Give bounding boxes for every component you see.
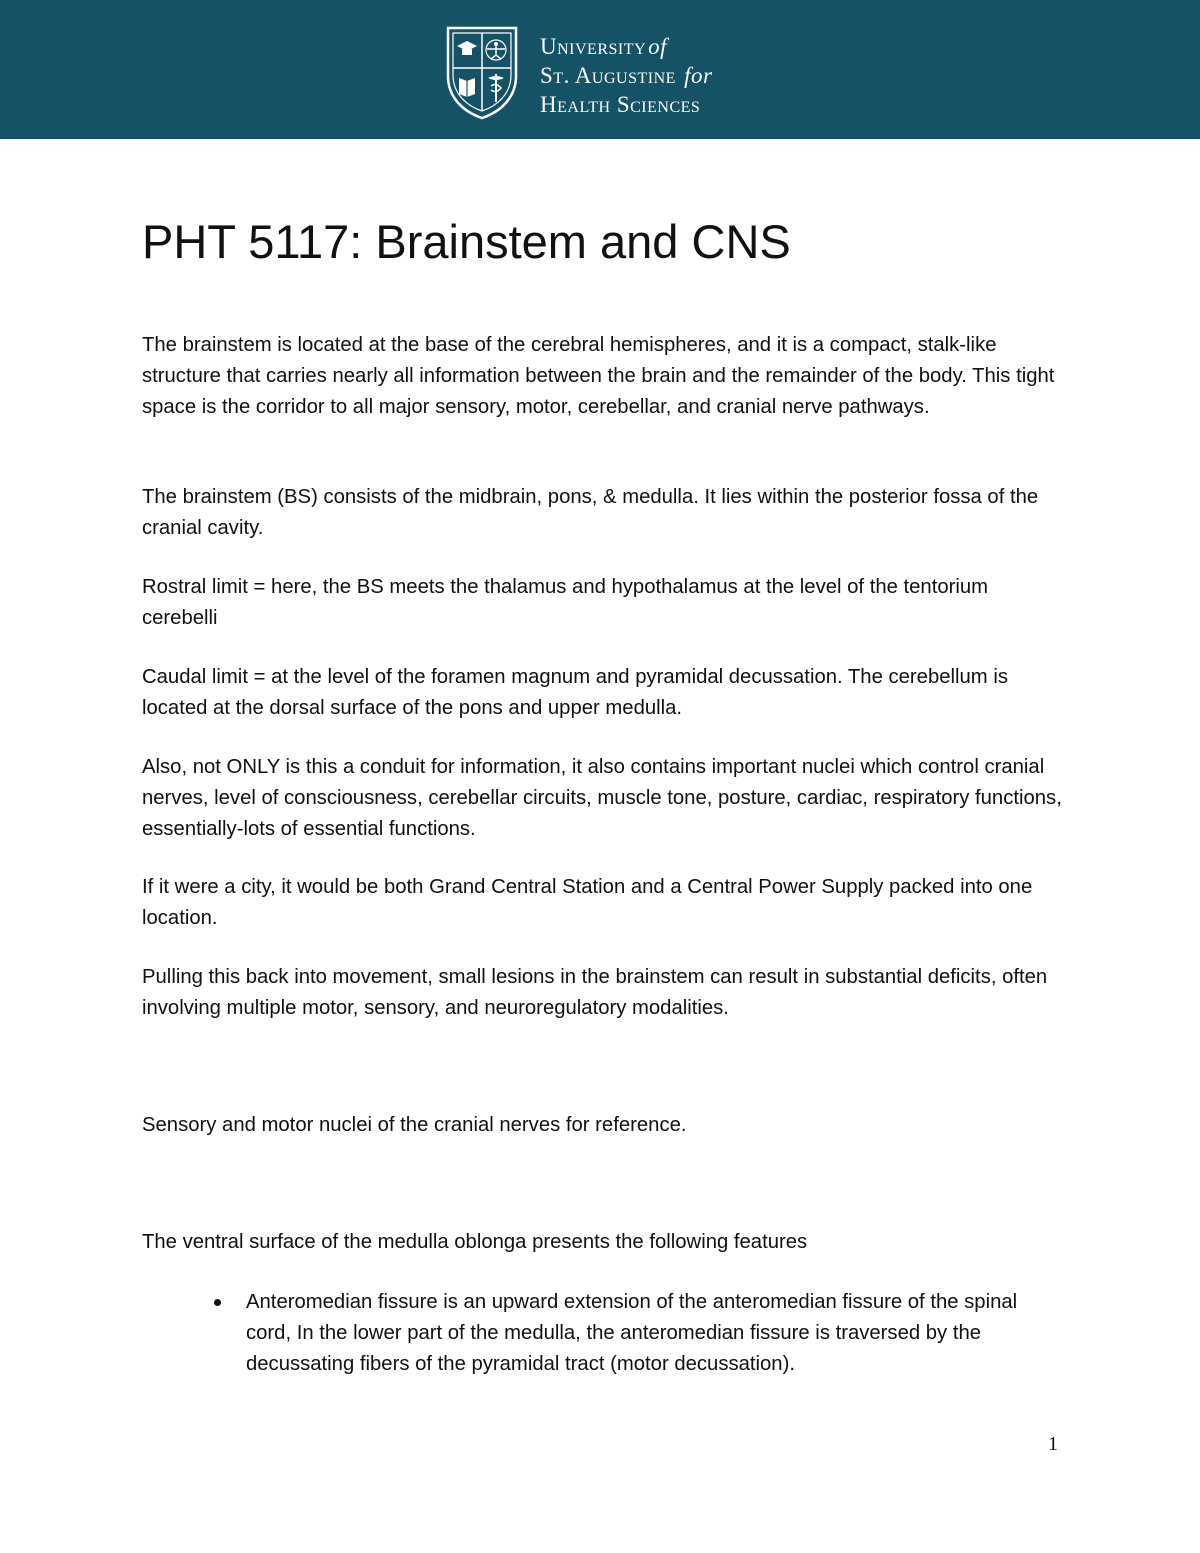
feature-list bbox=[142, 1287, 1062, 1380]
page-number: 1 bbox=[1048, 1433, 1058, 1455]
logo-line-health-sciences: Health Sciences bbox=[540, 92, 701, 117]
header-band bbox=[0, 0, 1200, 139]
paragraph-nuclei: Also, not ONLY is this a conduit for information, it also contains important nuclei which control cranial nerves, level of consciousness, cerebellar circuits, muscle tone, posture, cardiac, respiratory functions, essentially-lots of essential functions. bbox=[142, 756, 1062, 840]
paragraph-intro: The brainstem is located at the base of the cerebral hemispheres, and it is a compact, stalk-like structure that carries nearly all information between the brain and the remainder of the body. This tight space is the corridor to all major sensory, motor, cerebellar, and cranial nerve pathways. bbox=[142, 334, 1055, 418]
paragraph-rostral-limit: Rostral limit = here, the BS meets the thalamus and hypothalamus at the level of the tentorium cerebelli bbox=[142, 576, 989, 629]
paragraph-lesions: Pulling this back into movement, small lesions in the brainstem can result in substantial deficits, often involving multiple motor, sensory, and neuroregulatory modalities. bbox=[142, 966, 1048, 1019]
bullet-icon bbox=[214, 1299, 221, 1306]
university-crest-icon bbox=[444, 24, 520, 120]
logo-line-st-augustine: St. Augustine bbox=[540, 63, 676, 88]
list-item bbox=[142, 1287, 1046, 1380]
university-logo bbox=[444, 24, 774, 124]
document-body bbox=[142, 212, 1062, 1375]
paragraph-city-analogy: If it were a city, it would be both Grand Central Station and a Central Power Supply packed into one location. bbox=[142, 876, 1033, 929]
paragraph-brainstem-parts: The brainstem (BS) consists of the midbrain, pons, & medulla. It lies within the posterior fossa of the cranial cavity. bbox=[142, 486, 1039, 539]
logo-line-for: for bbox=[684, 63, 713, 88]
page-title: PHT 5117: Brainstem and CNS bbox=[142, 215, 791, 268]
list-item-text: Anteromedian fissure is an upward extension of the anteromedian fissure of the spinal cord, In the lower part of the medulla, the anteromedian fissure is traversed by the decussating fibers of the pyramidal tract (motor decussation). bbox=[246, 1291, 1018, 1375]
paragraph-caudal-limit: Caudal limit = at the level of the foramen magnum and pyramidal decussation. The cerebellum is located at the dorsal surface of the pons and upper medulla. bbox=[142, 666, 1008, 719]
logo-line-of: of bbox=[648, 34, 667, 59]
paragraph-cranial-reference: Sensory and motor nuclei of the cranial nerves for reference. bbox=[142, 1114, 687, 1136]
paragraph-ventral-surface: The ventral surface of the medulla oblonga presents the following features bbox=[142, 1231, 808, 1253]
university-wordmark bbox=[540, 32, 713, 119]
logo-line-university: University bbox=[540, 34, 647, 59]
